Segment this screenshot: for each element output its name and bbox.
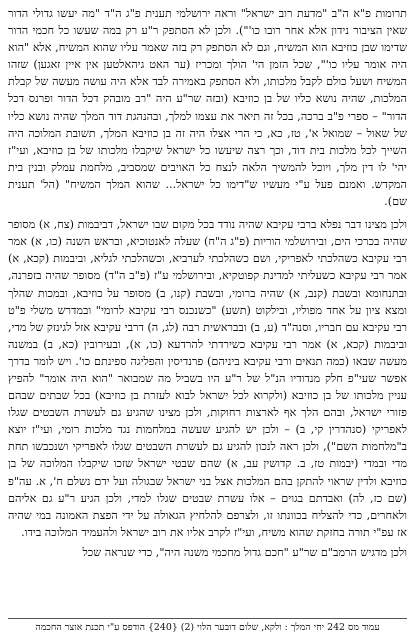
paragraph-3: ולכן מדגיש הרמב"ם שר"ע "חכם גדול מחכמי משנה היה", כדי שנראה שכל [82, 545, 407, 559]
page-footer: עמוד מס 242 יחי המלך : ולקא, שלום דובער הלוי (2) {240} הודפס ע"י תכנת אוצר החכמה [8, 618, 407, 634]
paragraph-2: ולכן מצינו דבר נפלא ברבי עקיבא שהיה נודד בכל מקום שבו ישראל, דביבמות (צח, א) מסופר שהיה בכרכי הים, ובירושלמי הוריות (פ"ג ה"ח) שעלה לאנטוכיא, ובראש השנה (כו, א) אמר רבי עקיבא כשהלכתי לאפריקי, ושם כשהלכתי לערביא, וכשהלכתי לגליא, וביבמות (קכא, א) אמר רבי עקיבא כשעליתי למדינת קפוטקיא, ובירושלמי ע"ז (פ"ב ה"ד) מסופר שהיה בזפרנה, ובתנחומא ובשבת (קנב, א) שהיה ברומי, ובשבת (קנו, ב) מסופר על כוזיבא, ובמכות שהלך ומצא ציון על אחד מפוליו, ובילקוט (תשע) "כשנכנס רבי עקיבא לרומי" ובמדרש משלי פ"ט רבי עקיבא עם חבריו, וסנה"ד (ע, ב) ובבראשית רבה (לג, ה) דרבי עקיבא אזל לגינזק של מדי, וביבמות (קכא, א) אמר רבי עקיבא כשירדתי להרדעא (כו, א), ובעירובין (כא, ב) במשנה מעשה שבאו (כמה תנאים ורבי עקיבא ביניהם) פרנדיסין והפליגה ספינתם כו'. ויש לומר בדרך אפשר שעי"פ חלק מנדודיו הנ"ל של ר"ע היו בשביל מה שמבואר "הוא היה אומר" להפיץ עניין מלכותו של בן כוזיבא (ולקרוא לכל ישראל לבוא לעזרת בן כוזיבא) בכל שבתים שבהם פזורי ישראל, ובהם הלך אף לארצות רחוקות, ולכן מצינו שהגיע גם לעשרת השבטים שגלו לאפריקי (סנהדרין קי, ב) – ולכן יש להגיע שעשה במלחמות נגד מלכות רומי, ועי"ז יוצא ב"מלחמות השם"), ולכן ראה לנכון להגיע גם לעשרת השבטים שגלו לאפריקי ושנכבשו תחת מדי ובמדי (יבמות טז, ב. קדושין עב, א) שהם שבטי ישראל שזכו שיקבלו המלוכה של בן כוזיבא ולדין שראוי להתקן בהם המלכות אצל בני ישראל שבגולה ועל ידם נשלם ח', א. עה"פ (שם כז, לה) ואבדתם בגוים – אלו עשרת שבטים שגלו למדי, ולכן הגיע ר"ע גם אליהם ולאחרים, כדי להצליח בכוונתו זו, ולצרפם להלחיץ הגאולה על ידי הפצת האמונה במי שהיה אז עפ"י תורה בחזקת שהוא משיח, ועי"ז לקרב אליו את רוב ישראל ולהעמיד המלוכה בידו. [8, 218, 407, 539]
paragraph-1: תרומות פ"א ה"ב "מדעת רוב ישראל" וראה ירושלמי תענית פ"ג ה"ד "מה יעשו גדולי הדור שאין הציבור נידון אלא אחר רובו כו'"). ולכן לא הסתפק ר"ע רק במה שעשו כל חכמי הדור שדימו שבן כוזיבא הוא המשיח, וגם לא הסתפק רק בזה שאמר עליו שהוא המשיח, אלא "הוא היה אומר עליו כו'", שכל הזמן הי' הולך ומכריז (ער האט גיהאלטען אין איין זאגען) שזהו המשיח ושעל כולם לקבל מלכותו, ולא הסתפק באמירה לבד אלא היה עושה מעשה של קבלת המלכות, שהיה נושא כליו של בן כוזיבא (ובזה שר"ע היה "רב מובהק דכל הדור ופרנס דכל הדור" – ספרי פ"ב ברכה, בכל זה תיאר את עצמו למלך, ובהנהגת דוד המלך שהיה נושא כליו של שאול – שמואל א', טז, כא, כי הרי אצלו היה זה בן כוזיבא המלך, תשובת המלוכה היה השייך לכל מלכות בית דוד, וכך רצה שיעשו כל ישראל שיקבלו מלכותו של בן כוזיבא, ועי"ז יהי' לו דין מלך, ויוכל להמשיך הלאה לנצח כל האויבים שמסביב, מלחמת עמלק ובנין בית המקדש. ואמנם פעל ע"י מעשיו ש"דימו כל ישראל... שהוא המלך המשיח" (הל' תענית שם). [8, 7, 407, 209]
